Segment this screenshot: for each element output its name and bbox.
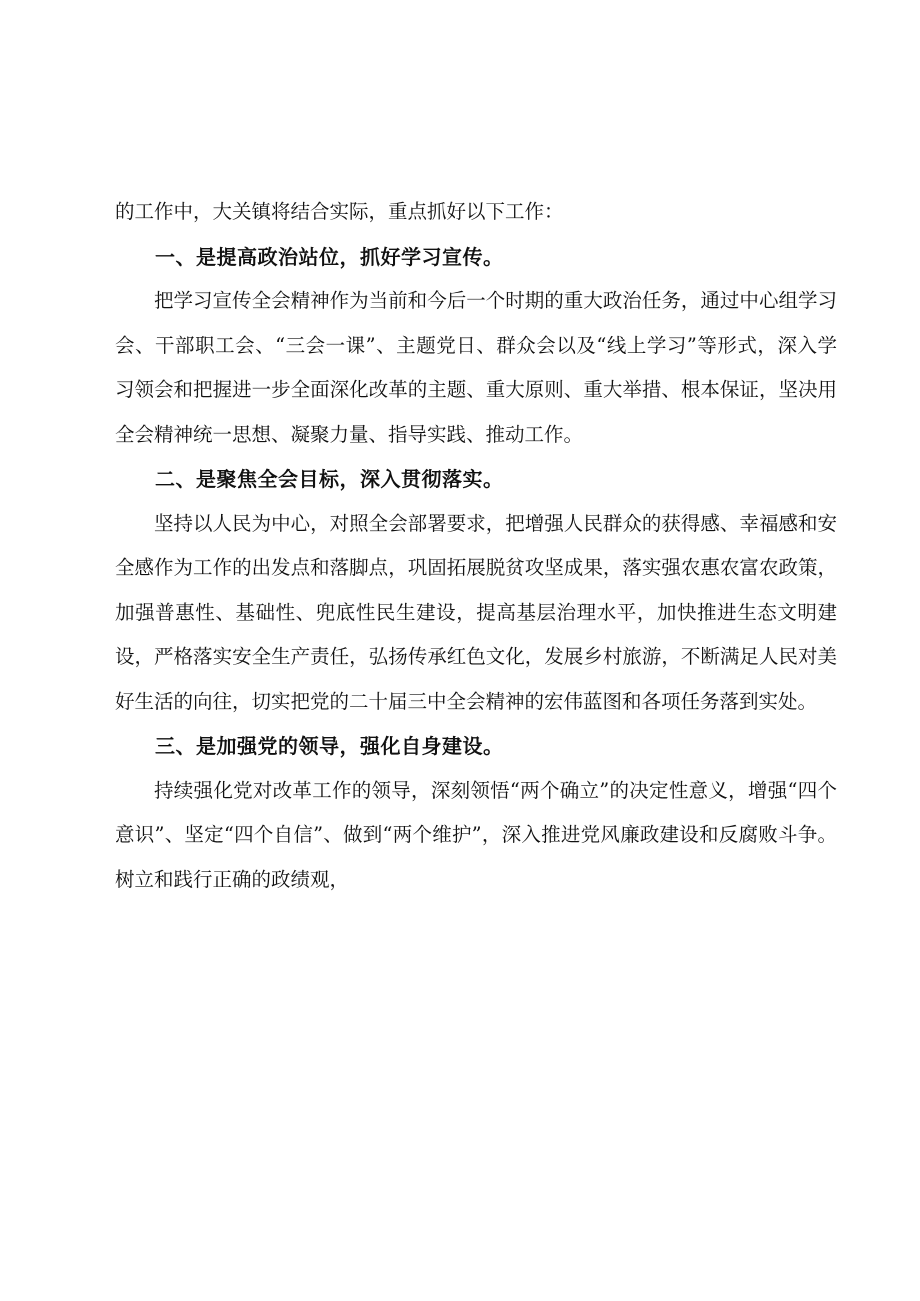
section-heading-1: 一、是提高政治站位，抓好学习宣传。 <box>155 244 504 269</box>
section-body-2: 坚持以人民为中心，对照全会部署要求，把增强人民群众的获得感、幸福感和安全感作为工作的出发点和落脚点，巩固拓展脱贫攻坚成果，落实强农惠农富农政策，加强普惠性、基础性、兜底性民生建设，提高基层治理水平，加快推进生态文明建设，严格落实安全生产责任，弘扬传承红色文化，发展乡村旅游，不断满足人民对美好生活的向往，切实把党的二十届三中全会精神的宏伟蓝图和各项任务落到实处。 <box>115 511 837 713</box>
section-heading-2: 二、是聚焦全会目标，深入贯彻落实。 <box>155 467 504 491</box>
section-body-1: 把学习宣传全会精神作为当前和今后一个时期的重大政治任务，通过中心组学习会、干部职工会、“三会一课”、主题党日、群众会以及“线上学习”等形式，深入学习领会和把握进一步全面深化改革的主题、重大原则、重大举措、根本保证，坚决用全会精神统一思想、凝聚力量、指导实践、推动工作。 <box>115 289 837 446</box>
document-body <box>115 190 837 902</box>
lead-paragraph: 的工作中，大关镇将结合实际，重点抓好以下工作： <box>115 200 564 223</box>
section-heading-3: 三、是加强党的领导，强化自身建设。 <box>155 734 504 758</box>
section-body-3: 持续强化党对改革工作的领导，深刻领悟“两个确立”的决定性意义，增强“四个意识”、坚定“四个自信”、做到“两个维护”，深入推进党风廉政建设和反腐败斗争。树立和践行正确的政绩观， <box>115 778 837 891</box>
